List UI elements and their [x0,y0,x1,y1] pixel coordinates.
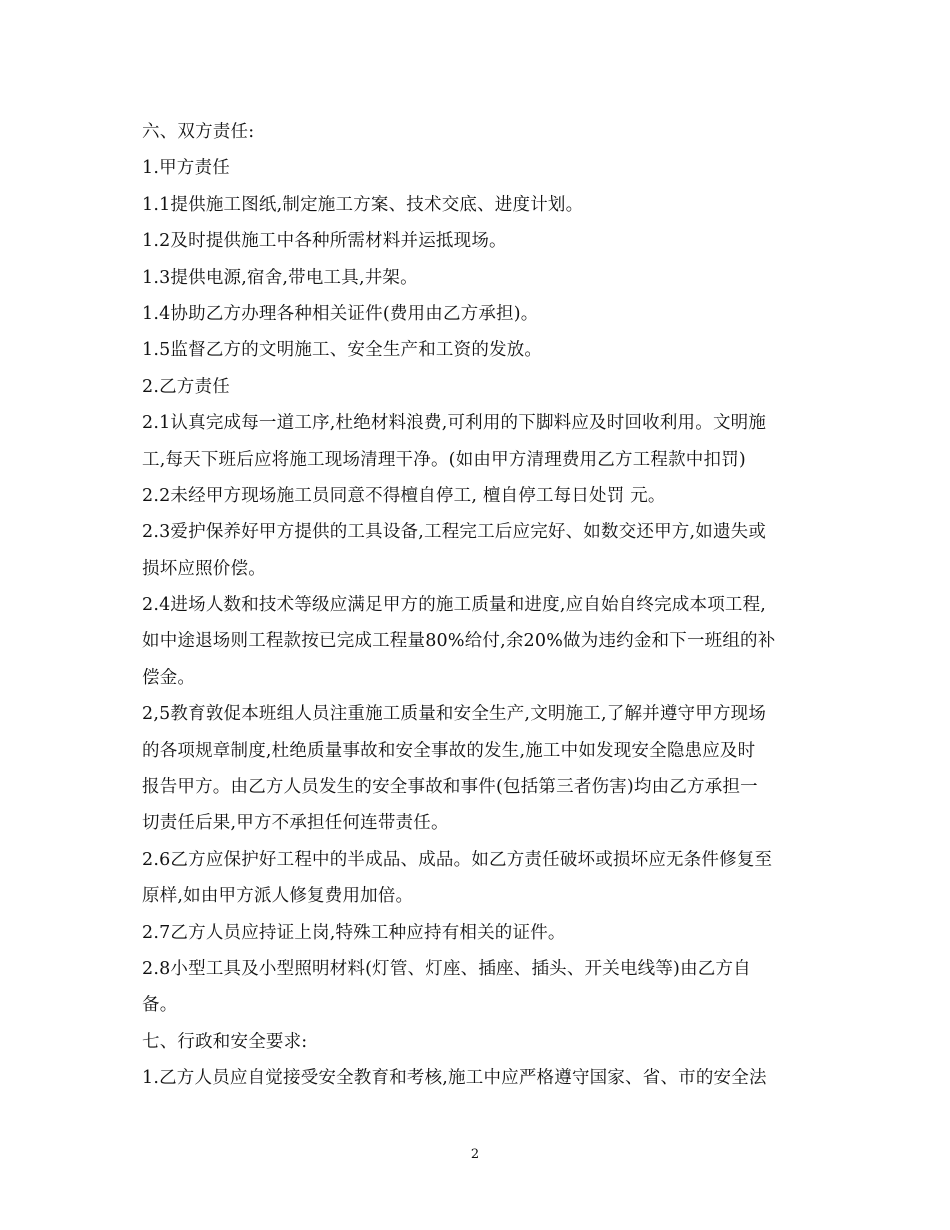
text-line: 的各项规章制度,杜绝质量事故和安全事故的发生,施工中如发现安全隐患应及时 [142,740,756,761]
text-line: 2.乙方责任 [142,376,230,397]
text-line: 1.乙方人员应自觉接受安全教育和考核,施工中应严格遵守国家、省、市的安全法 [142,1068,767,1089]
text-line: 1.1提供施工图纸,制定施工方案、技术交底、进度计划。 [142,194,584,215]
text-line: 七、行政和安全要求: [142,1031,308,1052]
text-line: 切责任后果,甲方不承担任何连带责任。 [142,813,449,834]
text-line: 2.6乙方应保护好工程中的半成品、成品。如乙方责任破坏或损坏应无条件修复至 [142,849,773,870]
text-line: 2.7乙方人员应持证上岗,特殊工种应持有相关的证件。 [142,922,566,943]
text-line: 2.4进场人数和技术等级应满足甲方的施工质量和进度,应自始自终完成本项工程, [142,595,767,616]
text-line: 2.8小型工具及小型照明材料(灯管、灯座、插座、插头、开关电线等)由乙方自 [142,958,751,979]
page-number: 2 [470,1147,480,1162]
text-line: 原样,如由甲方派人修复费用加倍。 [142,886,414,907]
text-line: 工,每天下班后应将施工现场清理干净。(如由甲方清理费用乙方工程款中扣罚) [142,449,746,470]
text-line: 损坏应照价偿。 [142,558,266,579]
document-body [142,114,814,1097]
text-line: 1.2及时提供施工中各种所需材料并运抵现场。 [142,231,507,252]
text-line: 报告甲方。由乙方人员发生的安全事故和事件(包括第三者伤害)均由乙方承担一 [142,777,758,798]
text-line: 2.2未经甲方现场施工员同意不得檀自停工, 檀自停工每日处罚 元。 [142,485,666,506]
text-line: 2.1认真完成每一道工序,杜绝材料浪费,可利用的下脚料应及时回收利用。文明施 [142,413,767,434]
text-line: 如中途退场则工程款按已完成工程量80%给付,余20%做为违约金和下一班组的补 [142,631,776,652]
text-line: 偿金。 [142,667,196,688]
text-line: 备。 [142,995,178,1016]
text-line: 1.甲方责任 [142,158,230,179]
text-line: 六、双方责任: [142,122,255,142]
text-line: 1.4协助乙方办理各种相关证件(费用由乙方承担)。 [142,303,539,324]
text-line: 1.5监督乙方的文明施工、安全生产和工资的发放。 [142,340,543,361]
text-line: 2,5教育敦促本班组人员注重施工质量和安全生产,文明施工,了解并遵守甲方现场 [142,704,767,725]
text-line: 2.3爱护保养好甲方提供的工具设备,工程完工后应完好、如数交还甲方,如遗失或 [142,522,767,543]
text-line: 1.3提供电源,宿舍,带电工具,井架。 [142,267,418,288]
